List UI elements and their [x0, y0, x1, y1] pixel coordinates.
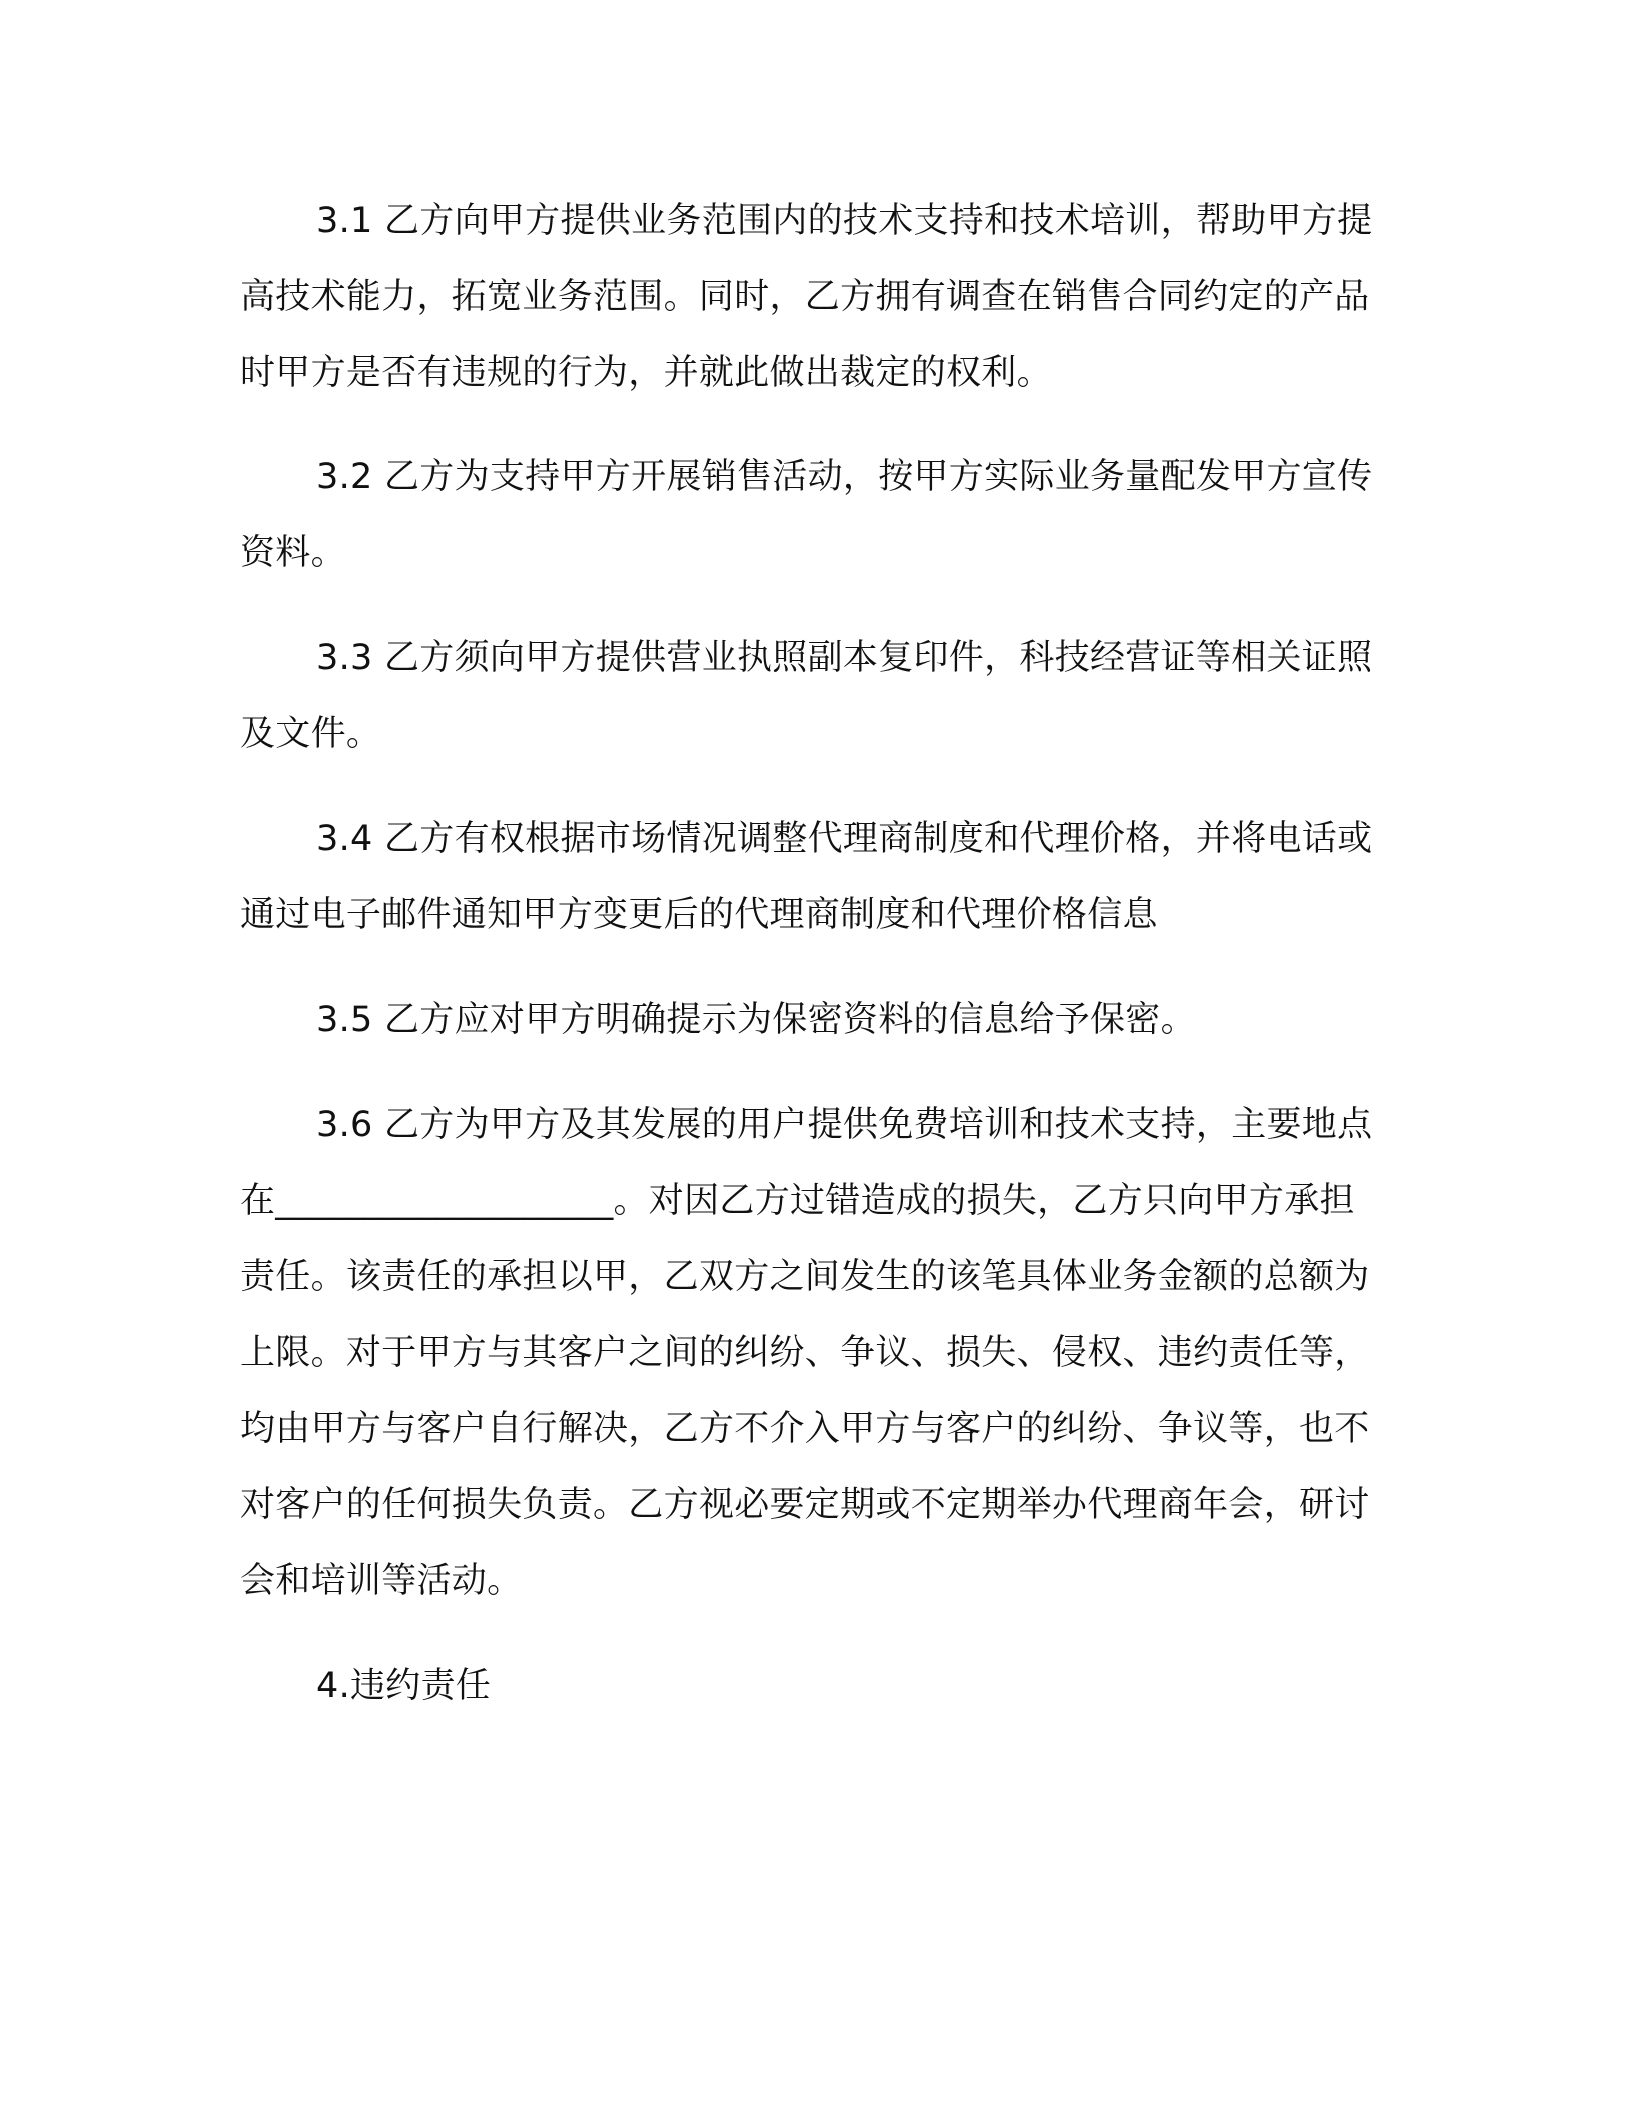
clause-3-6: 3.6 乙方为甲方及其发展的用户提供免费培训和技术支持，主要地点在___________________。对因乙方过错造成的损失，乙方只向甲方承担责任。该责任的承担以甲，乙双方之间发生的该笔具体业务金额的总额为上限。对于甲方与其客户之间的纠纷、争议、损失、侵权、违约责任等，均由甲方与客户自行解决，乙方不介入甲方与客户的纠纷、争议等，也不对客户的任何损失负责。乙方视必要定期或不定期举办代理商年会，研讨会和培训等活动。	[240, 1105, 1373, 1601]
clause-3-5: 3.5 乙方应对甲方明确提示为保密资料的信息给予保密。	[316, 1000, 1196, 1040]
clause-3-3: 3.3 乙方须向甲方提供营业执照副本复印件，科技经营证等相关证照及文件。	[240, 638, 1373, 754]
clause-3-2: 3.2 乙方为支持甲方开展销售活动，按甲方实际业务量配发甲方宣传资料。	[240, 457, 1373, 573]
clause-3-4: 3.4 乙方有权根据市场情况调整代理商制度和代理价格，并将电话或通过电子邮件通知甲方变更后的代理商制度和代理价格信息	[240, 819, 1373, 935]
document-page	[240, 0, 1390, 2112]
clause-3-1: 3.1 乙方向甲方提供业务范围内的技术支持和技术培训，帮助甲方提高技术能力，拓宽业务范围。同时，乙方拥有调查在销售合同约定的产品时甲方是否有违规的行为，并就此做出裁定的权利。	[240, 201, 1373, 393]
section-4-heading: 4.违约责任	[316, 1666, 492, 1706]
